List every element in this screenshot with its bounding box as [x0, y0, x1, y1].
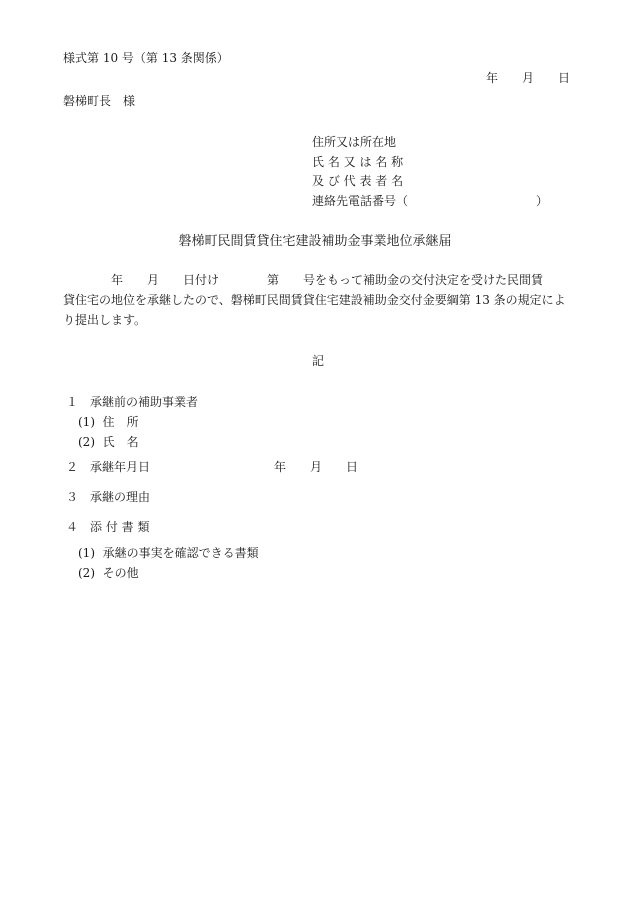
item-4-other: (2) その他 — [78, 566, 139, 580]
address-label: 住所又は所在地 — [312, 135, 397, 149]
phone-label: 連絡先電話番号（ — [312, 194, 409, 208]
submission-date: 年 月 日 — [486, 71, 571, 85]
representative-label: 及 び 代 表 者 名 — [312, 174, 404, 188]
item-3: ３ 承継の理由 — [66, 490, 151, 504]
name-label: 氏 名 又 は 名 称 — [312, 155, 404, 169]
item-4-document: (1) 承継の事実を確認できる書類 — [78, 546, 259, 560]
body-line-3: り提出します。 — [63, 313, 147, 327]
item-1-address: (1) 住 所 — [78, 415, 139, 429]
item-1-name: (2) 氏 名 — [78, 435, 139, 449]
form-number: 様式第 10 号（第 13 条関係） — [63, 51, 229, 65]
item-2-date: 年 月 日 — [274, 460, 359, 474]
body-line-1: 年 月 日付け 第 号をもって補助金の交付決定を受けた民間賃 — [63, 273, 544, 287]
item-1: １ 承継前の補助事業者 — [66, 395, 199, 409]
document-title: 磐梯町民間賃貸住宅建設補助金事業地位承継届 — [178, 234, 452, 249]
ki-heading: 記 — [312, 354, 325, 368]
body-line-2: 貸住宅の地位を承継したので、磐梯町民間賃貸住宅建設補助金交付金要綱第 13 条の規定によ — [63, 293, 566, 307]
item-2: ２ 承継年月日 — [66, 460, 151, 474]
item-4: ４ 添 付 書 類 — [66, 520, 150, 534]
addressee: 磐梯町長 様 — [63, 94, 136, 108]
phone-close-paren: ） — [536, 194, 549, 208]
